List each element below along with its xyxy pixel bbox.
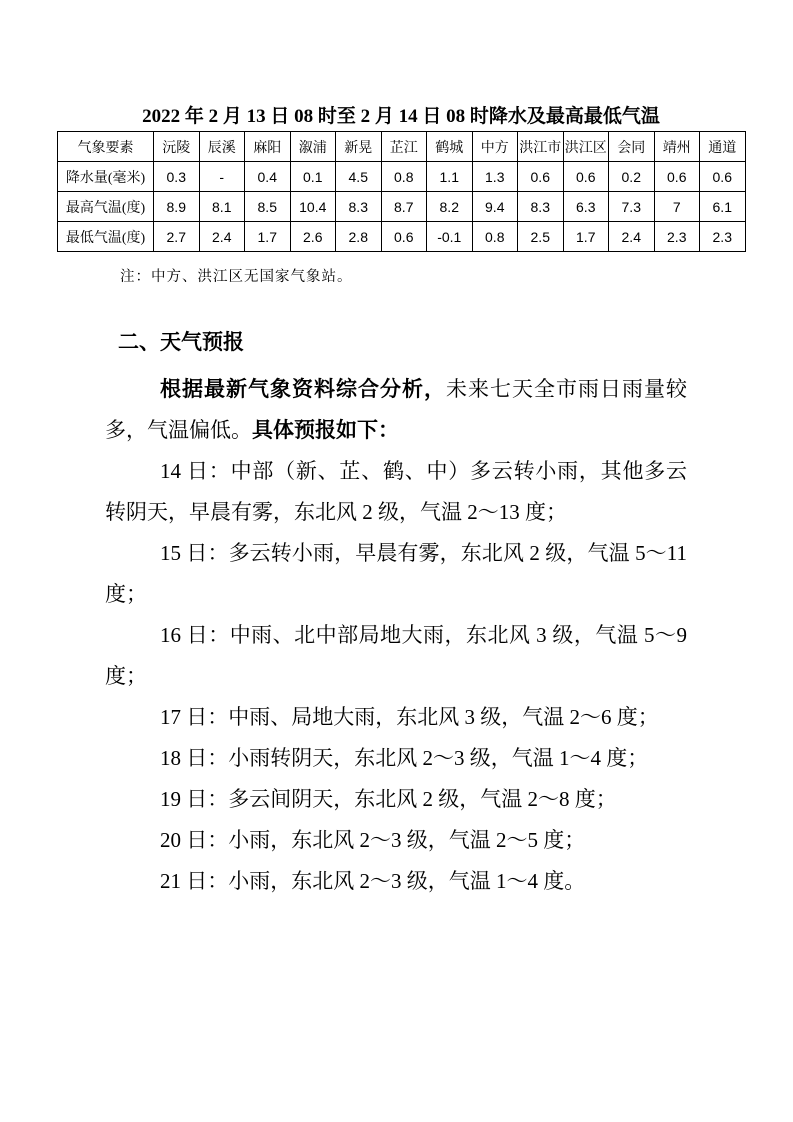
- forecast-day-15: 15 日：多云转小雨，早晨有雾，东北风 2 级，气温 5～11 度；: [105, 541, 687, 606]
- table-row-precipitation: [58, 162, 746, 192]
- forecast-day-21: 21 日：小雨，东北风 2～3 级，气温 1～4 度。: [160, 869, 586, 893]
- forecast-day-17: 17 日：中雨、局地大雨，东北风 3 级，气温 2～6 度；: [160, 705, 659, 729]
- table-cell: 0.6: [700, 162, 746, 192]
- table-header-cell: 气象要素: [58, 132, 154, 162]
- table-header-cell: 靖州: [654, 132, 700, 162]
- table-cell: 0.6: [518, 162, 564, 192]
- table-cell: 8.2: [427, 192, 473, 222]
- table-cell: 1.7: [245, 222, 291, 252]
- table-cell: 1.1: [427, 162, 473, 192]
- table-header-cell: 沅陵: [154, 132, 200, 162]
- table-cell: 0.1: [290, 162, 336, 192]
- table-cell: 8.3: [336, 192, 382, 222]
- table-cell: 7: [654, 192, 700, 222]
- table-cell: 2.3: [700, 222, 746, 252]
- table-header-cell: 溆浦: [290, 132, 336, 162]
- table-cell: 2.3: [654, 222, 700, 252]
- table-header-cell: 通道: [700, 132, 746, 162]
- table-cell: 0.3: [154, 162, 200, 192]
- table-cell: 0.8: [381, 162, 427, 192]
- table-row-max-temp: [58, 192, 746, 222]
- forecast-day-19: 19 日：多云间阴天，东北风 2 级，气温 2～8 度；: [160, 787, 617, 811]
- row-label: 降水量(毫米): [58, 162, 154, 192]
- forecast-day-20: 20 日：小雨，东北风 2～3 级，气温 2～5 度；: [160, 828, 586, 852]
- table-cell: 2.7: [154, 222, 200, 252]
- table-cell: 1.7: [563, 222, 609, 252]
- table-header-cell: 芷江: [381, 132, 427, 162]
- table-cell: 0.8: [472, 222, 518, 252]
- table-cell: 7.3: [609, 192, 655, 222]
- table-header-cell: 会同: [609, 132, 655, 162]
- table-cell: 2.8: [336, 222, 382, 252]
- weather-table: [57, 131, 746, 252]
- table-cell: 9.4: [472, 192, 518, 222]
- table-cell: 4.5: [336, 162, 382, 192]
- table-cell: 8.5: [245, 192, 291, 222]
- table-cell: 10.4: [290, 192, 336, 222]
- table-cell: 2.6: [290, 222, 336, 252]
- table-cell: -: [199, 162, 245, 192]
- table-cell: 0.4: [245, 162, 291, 192]
- row-label: 最高气温(度): [58, 192, 154, 222]
- table-cell: 8.1: [199, 192, 245, 222]
- forecast-intro: [105, 369, 687, 451]
- table-header-cell: 中方: [472, 132, 518, 162]
- table-cell: -0.1: [427, 222, 473, 252]
- row-label: 最低气温(度): [58, 222, 154, 252]
- table-row-min-temp: [58, 222, 746, 252]
- forecast-day-14: 14 日：中部（新、芷、鹤、中）多云转小雨，其他多云转阴天，早晨有雾，东北风 2 级，气温 2～13 度；: [105, 459, 687, 524]
- intro-bold-tail: 具体预报如下：: [252, 419, 399, 442]
- document-title: 2022 年 2 月 13 日 08 时至 2 月 14 日 08 时降水及最高最低气温: [142, 106, 660, 127]
- table-cell: 8.7: [381, 192, 427, 222]
- intro-bold-lead: 根据最新气象资料综合分析，: [160, 378, 446, 401]
- table-cell: 6.3: [563, 192, 609, 222]
- table-cell: 8.3: [518, 192, 564, 222]
- table-cell: 2.4: [609, 222, 655, 252]
- section-heading: 二、天气预报: [118, 331, 244, 354]
- table-cell: 0.6: [563, 162, 609, 192]
- forecast-section: [105, 329, 687, 902]
- table-header-cell: 鹤城: [427, 132, 473, 162]
- table-cell: 1.3: [472, 162, 518, 192]
- table-header-cell: 洪江区: [563, 132, 609, 162]
- table-cell: 2.5: [518, 222, 564, 252]
- table-cell: 0.6: [654, 162, 700, 192]
- table-header-cell: 洪江市: [518, 132, 564, 162]
- table-header-cell: 新晃: [336, 132, 382, 162]
- table-header-cell: 麻阳: [245, 132, 291, 162]
- intro-body: 未来七天全市雨日雨量较多，气温偏低。: [105, 377, 687, 442]
- table-cell: 0.2: [609, 162, 655, 192]
- table-cell: 2.4: [199, 222, 245, 252]
- table-note: 注：中方、洪江区无国家气象站。: [120, 269, 353, 285]
- forecast-day-16: 16 日：中雨、北中部局地大雨，东北风 3 级，气温 5～9 度；: [105, 623, 687, 688]
- table-header-cell: 辰溪: [199, 132, 245, 162]
- table-header-row: [58, 132, 746, 162]
- forecast-day-18: 18 日：小雨转阴天，东北风 2～3 级，气温 1～4 度；: [160, 746, 649, 770]
- table-cell: 6.1: [700, 192, 746, 222]
- table-cell: 8.9: [154, 192, 200, 222]
- table-cell: 0.6: [381, 222, 427, 252]
